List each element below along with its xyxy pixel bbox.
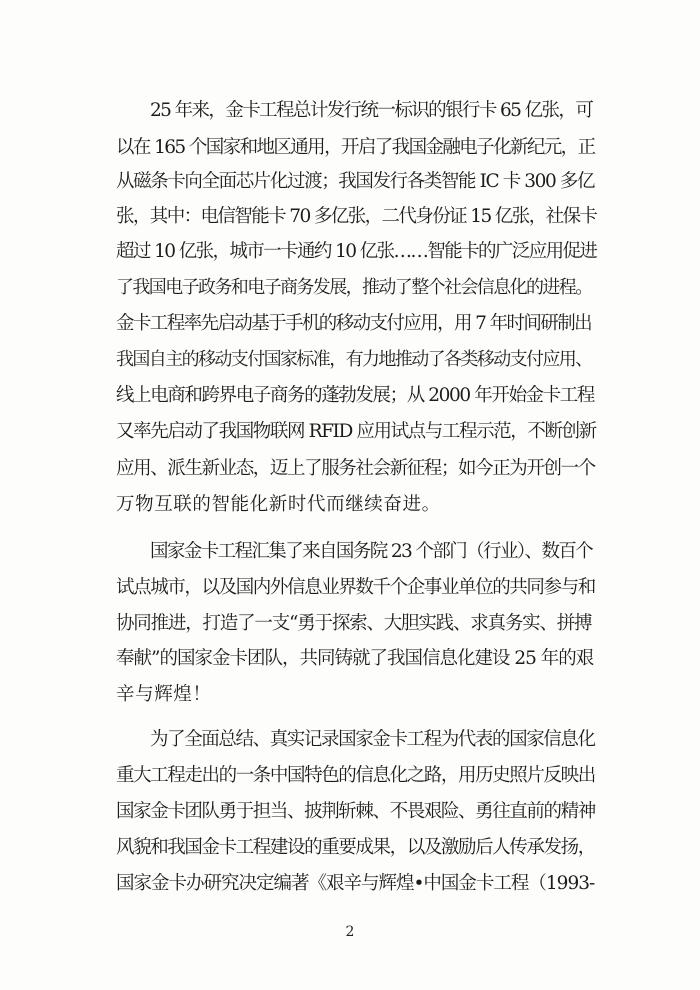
paragraph-2-line-2: 试点城市，以及国内外信息业界数千个企事业单位的共同参与和 [116, 577, 595, 598]
paragraph-2-line-4: 奉献”的国家金卡团队，共同铸就了我国信息化建设 25 年的艰 [116, 648, 594, 669]
paragraph-1-line-7: 金卡工程率先启动基于手机的移动支付应用，用 7 年时间研制出 [116, 313, 592, 334]
paragraph-3-line-2: 重大工程走出的一条中国特色的信息化之路，用历史照片反映出 [116, 765, 595, 786]
paragraph-1-line-11: 应用、派生新业态，迈上了服务社会新征程；如今正为开创一个 [116, 458, 595, 479]
paragraph-1-line-5: 超过 10 亿张，城市一卡通约 10 亿张……智能卡的广泛应用促进 [116, 241, 597, 262]
paragraph-1-line-2: 以在 165 个国家和地区通用，开启了我国金融电子化新纪元，正 [116, 137, 595, 158]
paragraph-1-line-4: 张，其中：电信智能卡 70 多亿张，二代身份证 15 亿张，社保卡 [116, 206, 597, 227]
paragraph-3-line-1: 为了全面总结、真实记录国家金卡工程为代表的国家信息化 [150, 729, 595, 750]
page-number: 2 [345, 924, 355, 940]
paragraph-1-line-10: 又率先启动了我国物联网 RFID 应用试点与工程示范，不断创新 [116, 421, 596, 442]
paragraph-1-line-1: 25 年来，金卡工程总计发行统一标识的银行卡 65 亿张，可 [150, 100, 593, 121]
paragraph-2-line-3: 协同推进，打造了一支“勇于探索、大胆实践、求真务实、拼搏 [116, 613, 592, 634]
paragraph-1-line-3: 从磁条卡向全面芯片化过渡；我国发行各类智能 IC 卡 300 多亿 [116, 171, 595, 192]
paragraph-1-line-6: 了我国电子政务和电子商务发展，推动了整个社会信息化的进程。 [116, 277, 592, 298]
paragraph-3-line-5: 国家金卡办研究决定编著《艰辛与辉煌•中国金卡工程（1993- [116, 873, 595, 894]
paragraph-2-line-5: 辛与辉煌！ [116, 684, 212, 705]
paragraph-1-line-8: 我国自主的移动支付国家标准，有力地推动了各类移动支付应用、 [116, 349, 592, 370]
paragraph-2-line-1: 国家金卡工程汇集了来自国务院 23 个部门（行业）、数百个 [150, 541, 593, 562]
paragraph-3-line-3: 国家金卡团队勇于担当、披荆斩棘、不畏艰险、勇往直前的精神 [116, 801, 595, 822]
paragraph-1-line-9: 线上电商和跨界电子商务的蓬勃发展；从 2000 年开始金卡工程 [116, 385, 594, 406]
paragraph-1-line-12: 万物互联的智能化新时代而继续奋进。 [116, 494, 441, 515]
paragraph-3-line-4: 风貌和我国金卡工程建设的重要成果，以及激励后人传承发扬， [116, 837, 595, 858]
